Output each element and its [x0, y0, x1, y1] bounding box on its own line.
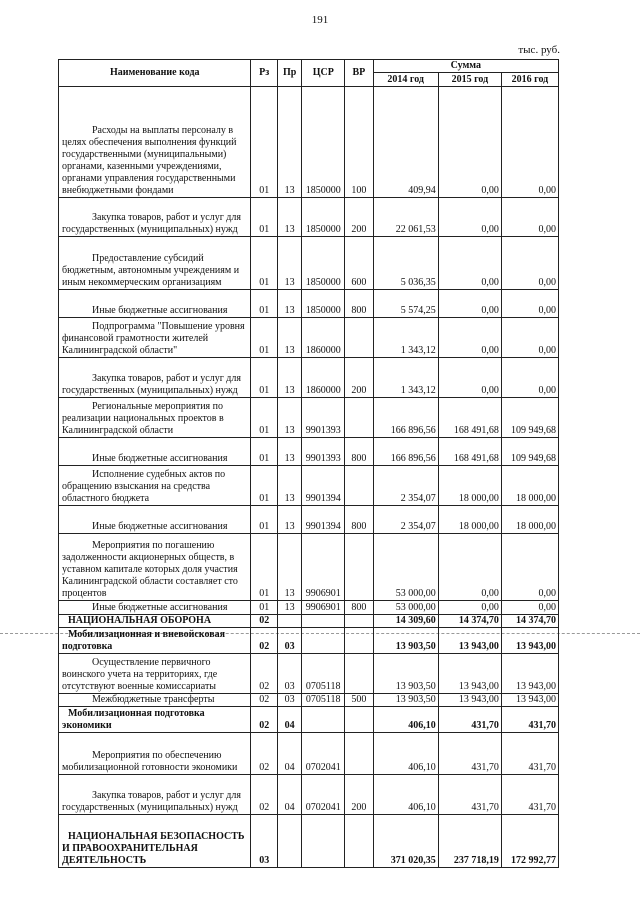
cell-vr: 800 [345, 290, 374, 318]
cell-vr: 500 [345, 694, 374, 707]
cell-2016: 0,00 [501, 318, 558, 358]
cell-name: Мероприятия по обеспечению мобилизационной готовности экономики [59, 733, 251, 775]
cell-vr: 800 [345, 506, 374, 534]
cell-rz: 01 [251, 198, 277, 237]
cell-2014: 406,10 [373, 707, 438, 733]
cell-csr [302, 628, 345, 654]
cell-2015: 237 718,19 [438, 815, 501, 868]
budget-table [58, 59, 559, 868]
table-row [59, 358, 559, 398]
header-rz: Рз [251, 60, 277, 87]
cell-2016: 0,00 [501, 601, 558, 615]
cell-2014: 406,10 [373, 733, 438, 775]
cell-rz: 02 [251, 654, 277, 694]
cell-pr: 13 [277, 198, 301, 237]
table-row [59, 815, 559, 868]
cell-name: Осуществление первичного воинского учета на территориях, где отсутствуют военные комиссариаты [59, 654, 251, 694]
cell-csr: 0702041 [302, 733, 345, 775]
cell-2016: 0,00 [501, 237, 558, 290]
cell-2016: 13 943,00 [501, 694, 558, 707]
cell-2015: 13 943,00 [438, 694, 501, 707]
cell-2014: 22 061,53 [373, 198, 438, 237]
cell-2016: 431,70 [501, 707, 558, 733]
cell-2014: 13 903,50 [373, 628, 438, 654]
page-number: 191 [311, 14, 329, 26]
cell-pr: 13 [277, 237, 301, 290]
cell-name: Подпрограмма "Повышение уровня финансовой грамотности жителей Калининградской области" [59, 318, 251, 358]
cell-name: Иные бюджетные ассигнования [59, 290, 251, 318]
cell-name: НАЦИОНАЛЬНАЯ ОБОРОНА [59, 615, 251, 628]
cell-rz: 02 [251, 733, 277, 775]
cell-vr [345, 733, 374, 775]
cell-pr: 03 [277, 654, 301, 694]
header-sum: Сумма [373, 60, 558, 73]
cell-csr: 9906901 [302, 601, 345, 615]
cell-2015: 0,00 [438, 87, 501, 198]
cell-2016: 13 943,00 [501, 654, 558, 694]
cell-rz: 03 [251, 815, 277, 868]
cell-csr: 1850000 [302, 198, 345, 237]
cell-2016: 14 374,70 [501, 615, 558, 628]
table-body [59, 87, 559, 868]
cell-2014: 1 343,12 [373, 358, 438, 398]
cell-rz: 02 [251, 694, 277, 707]
cell-pr: 13 [277, 318, 301, 358]
cell-vr: 200 [345, 358, 374, 398]
header-2014: 2014 год [373, 73, 438, 87]
cell-pr: 03 [277, 694, 301, 707]
cell-2016: 18 000,00 [501, 506, 558, 534]
cell-pr: 13 [277, 290, 301, 318]
cell-vr [345, 466, 374, 506]
cell-rz: 01 [251, 506, 277, 534]
table-row [59, 694, 559, 707]
cell-name: Закупка товаров, работ и услуг для государственных (муниципальных) нужд [59, 775, 251, 815]
cell-pr: 13 [277, 398, 301, 438]
cell-csr: 1860000 [302, 318, 345, 358]
cell-rz: 01 [251, 601, 277, 615]
cell-vr [345, 318, 374, 358]
cell-vr: 200 [345, 775, 374, 815]
table-row [59, 615, 559, 628]
cell-2014: 53 000,00 [373, 601, 438, 615]
cell-csr: 9901394 [302, 466, 345, 506]
cell-2015: 18 000,00 [438, 506, 501, 534]
cell-csr [302, 615, 345, 628]
cell-pr [277, 615, 301, 628]
cell-csr: 9901393 [302, 438, 345, 466]
cell-vr: 600 [345, 237, 374, 290]
cell-2016: 172 992,77 [501, 815, 558, 868]
table-row [59, 198, 559, 237]
header-vr: ВР [345, 60, 374, 87]
cell-name: Предоставление субсидий бюджетным, автономным учреждениям и иным некоммерческим организациям [59, 237, 251, 290]
cell-rz: 02 [251, 615, 277, 628]
cell-vr [345, 628, 374, 654]
cell-2014: 53 000,00 [373, 534, 438, 601]
cell-rz: 01 [251, 466, 277, 506]
header-csr: ЦСР [302, 60, 345, 87]
cell-2015: 13 943,00 [438, 654, 501, 694]
cell-name: Региональные мероприятия по реализации национальных проектов в Калининградской области [59, 398, 251, 438]
cell-pr [277, 815, 301, 868]
cell-name: НАЦИОНАЛЬНАЯ БЕЗОПАСНОСТЬ И ПРАВООХРАНИТЕЛЬНАЯ ДЕЯТЕЛЬНОСТЬ [59, 815, 251, 868]
cell-csr: 0705118 [302, 654, 345, 694]
cell-pr: 13 [277, 601, 301, 615]
cell-name: Иные бюджетные ассигнования [59, 601, 251, 615]
cell-csr: 9901394 [302, 506, 345, 534]
cell-2015: 431,70 [438, 733, 501, 775]
cell-2014: 166 896,56 [373, 438, 438, 466]
cell-2015: 13 943,00 [438, 628, 501, 654]
cell-pr: 04 [277, 775, 301, 815]
header-name: Наименование кода [59, 60, 251, 87]
cell-2016: 13 943,00 [501, 628, 558, 654]
cell-2014: 371 020,35 [373, 815, 438, 868]
table-row [59, 534, 559, 601]
cell-2015: 431,70 [438, 775, 501, 815]
cell-2015: 18 000,00 [438, 466, 501, 506]
cell-2014: 166 896,56 [373, 398, 438, 438]
cell-2016: 18 000,00 [501, 466, 558, 506]
cell-name: Расходы на выплаты персоналу в целях обеспечения выполнения функций государственными (муниципальными) органами, казенными учреждениями, органами управления государственными внебюджетными фондами [59, 87, 251, 198]
cell-2015: 431,70 [438, 707, 501, 733]
cell-2016: 0,00 [501, 198, 558, 237]
table-row [59, 733, 559, 775]
cell-pr: 13 [277, 466, 301, 506]
table-row [59, 237, 559, 290]
cell-pr: 03 [277, 628, 301, 654]
cell-2015: 0,00 [438, 601, 501, 615]
cell-2014: 409,94 [373, 87, 438, 198]
cell-csr: 1850000 [302, 237, 345, 290]
cell-rz: 01 [251, 438, 277, 466]
cell-vr: 800 [345, 601, 374, 615]
table-row [59, 628, 559, 654]
cell-name: Закупка товаров, работ и услуг для государственных (муниципальных) нужд [59, 358, 251, 398]
cell-vr [345, 707, 374, 733]
cell-rz: 01 [251, 290, 277, 318]
cell-2015: 0,00 [438, 534, 501, 601]
table-row [59, 466, 559, 506]
cell-name: Иные бюджетные ассигнования [59, 438, 251, 466]
table-row [59, 775, 559, 815]
cell-pr: 13 [277, 438, 301, 466]
header-pr: Пр [277, 60, 301, 87]
cell-rz: 02 [251, 707, 277, 733]
cell-pr: 04 [277, 707, 301, 733]
cell-2014: 2 354,07 [373, 506, 438, 534]
cell-2016: 431,70 [501, 775, 558, 815]
cell-name: Исполнение судебных актов по обращению взыскания на средства областного бюджета [59, 466, 251, 506]
cell-name: Мероприятия по погашению задолженности акционерных обществ, в уставном капитале которых доля участия Калининградской области составляет сто процентов [59, 534, 251, 601]
cell-2015: 0,00 [438, 358, 501, 398]
cell-2016: 0,00 [501, 358, 558, 398]
cell-2016: 0,00 [501, 290, 558, 318]
cell-2016: 431,70 [501, 733, 558, 775]
cell-name: Мобилизационная и вневойсковая подготовка [59, 628, 251, 654]
table-row [59, 318, 559, 358]
cell-2016: 0,00 [501, 534, 558, 601]
cell-2015: 0,00 [438, 237, 501, 290]
cell-csr [302, 707, 345, 733]
cell-csr: 9906901 [302, 534, 345, 601]
cell-csr: 1860000 [302, 358, 345, 398]
cell-name: Иные бюджетные ассигнования [59, 506, 251, 534]
header-2016: 2016 год [501, 73, 558, 87]
cell-rz: 01 [251, 237, 277, 290]
table-row [59, 707, 559, 733]
cell-name: Межбюджетные трансферты [59, 694, 251, 707]
cell-vr [345, 815, 374, 868]
table-row [59, 654, 559, 694]
table-row [59, 87, 559, 198]
cell-2014: 13 903,50 [373, 654, 438, 694]
table-row [59, 438, 559, 466]
cell-csr: 0705118 [302, 694, 345, 707]
table-row [59, 506, 559, 534]
cell-2016: 109 949,68 [501, 438, 558, 466]
unit-label: тыс. руб. [518, 44, 560, 56]
cell-pr: 13 [277, 87, 301, 198]
cell-vr: 200 [345, 198, 374, 237]
cell-2016: 0,00 [501, 87, 558, 198]
cell-name: Закупка товаров, работ и услуг для государственных (муниципальных) нужд [59, 198, 251, 237]
cell-2014: 5 574,25 [373, 290, 438, 318]
cell-rz: 01 [251, 534, 277, 601]
cell-rz: 01 [251, 318, 277, 358]
cell-vr [345, 398, 374, 438]
cell-pr: 13 [277, 534, 301, 601]
cell-rz: 02 [251, 628, 277, 654]
cell-vr [345, 654, 374, 694]
cell-csr: 9901393 [302, 398, 345, 438]
cell-pr: 13 [277, 506, 301, 534]
cell-rz: 01 [251, 358, 277, 398]
cell-2014: 2 354,07 [373, 466, 438, 506]
cell-2014: 1 343,12 [373, 318, 438, 358]
cell-csr [302, 815, 345, 868]
cell-csr: 1850000 [302, 290, 345, 318]
cell-2015: 0,00 [438, 198, 501, 237]
cell-2015: 0,00 [438, 290, 501, 318]
cell-2015: 168 491,68 [438, 398, 501, 438]
cell-rz: 01 [251, 87, 277, 198]
cell-vr [345, 615, 374, 628]
cell-csr: 1850000 [302, 87, 345, 198]
cell-2015: 14 374,70 [438, 615, 501, 628]
cell-rz: 01 [251, 398, 277, 438]
cell-2014: 5 036,35 [373, 237, 438, 290]
cell-2014: 14 309,60 [373, 615, 438, 628]
cell-vr: 100 [345, 87, 374, 198]
cell-pr: 13 [277, 358, 301, 398]
cell-vr [345, 534, 374, 601]
cell-csr: 0702041 [302, 775, 345, 815]
table-row [59, 601, 559, 615]
cell-2014: 406,10 [373, 775, 438, 815]
cell-2014: 13 903,50 [373, 694, 438, 707]
table-row [59, 398, 559, 438]
cell-2015: 0,00 [438, 318, 501, 358]
cell-2015: 168 491,68 [438, 438, 501, 466]
cell-rz: 02 [251, 775, 277, 815]
cell-name: Мобилизационная подготовка экономики [59, 707, 251, 733]
cell-2016: 109 949,68 [501, 398, 558, 438]
cell-vr: 800 [345, 438, 374, 466]
header-2015: 2015 год [438, 73, 501, 87]
cell-pr: 04 [277, 733, 301, 775]
table-row [59, 290, 559, 318]
